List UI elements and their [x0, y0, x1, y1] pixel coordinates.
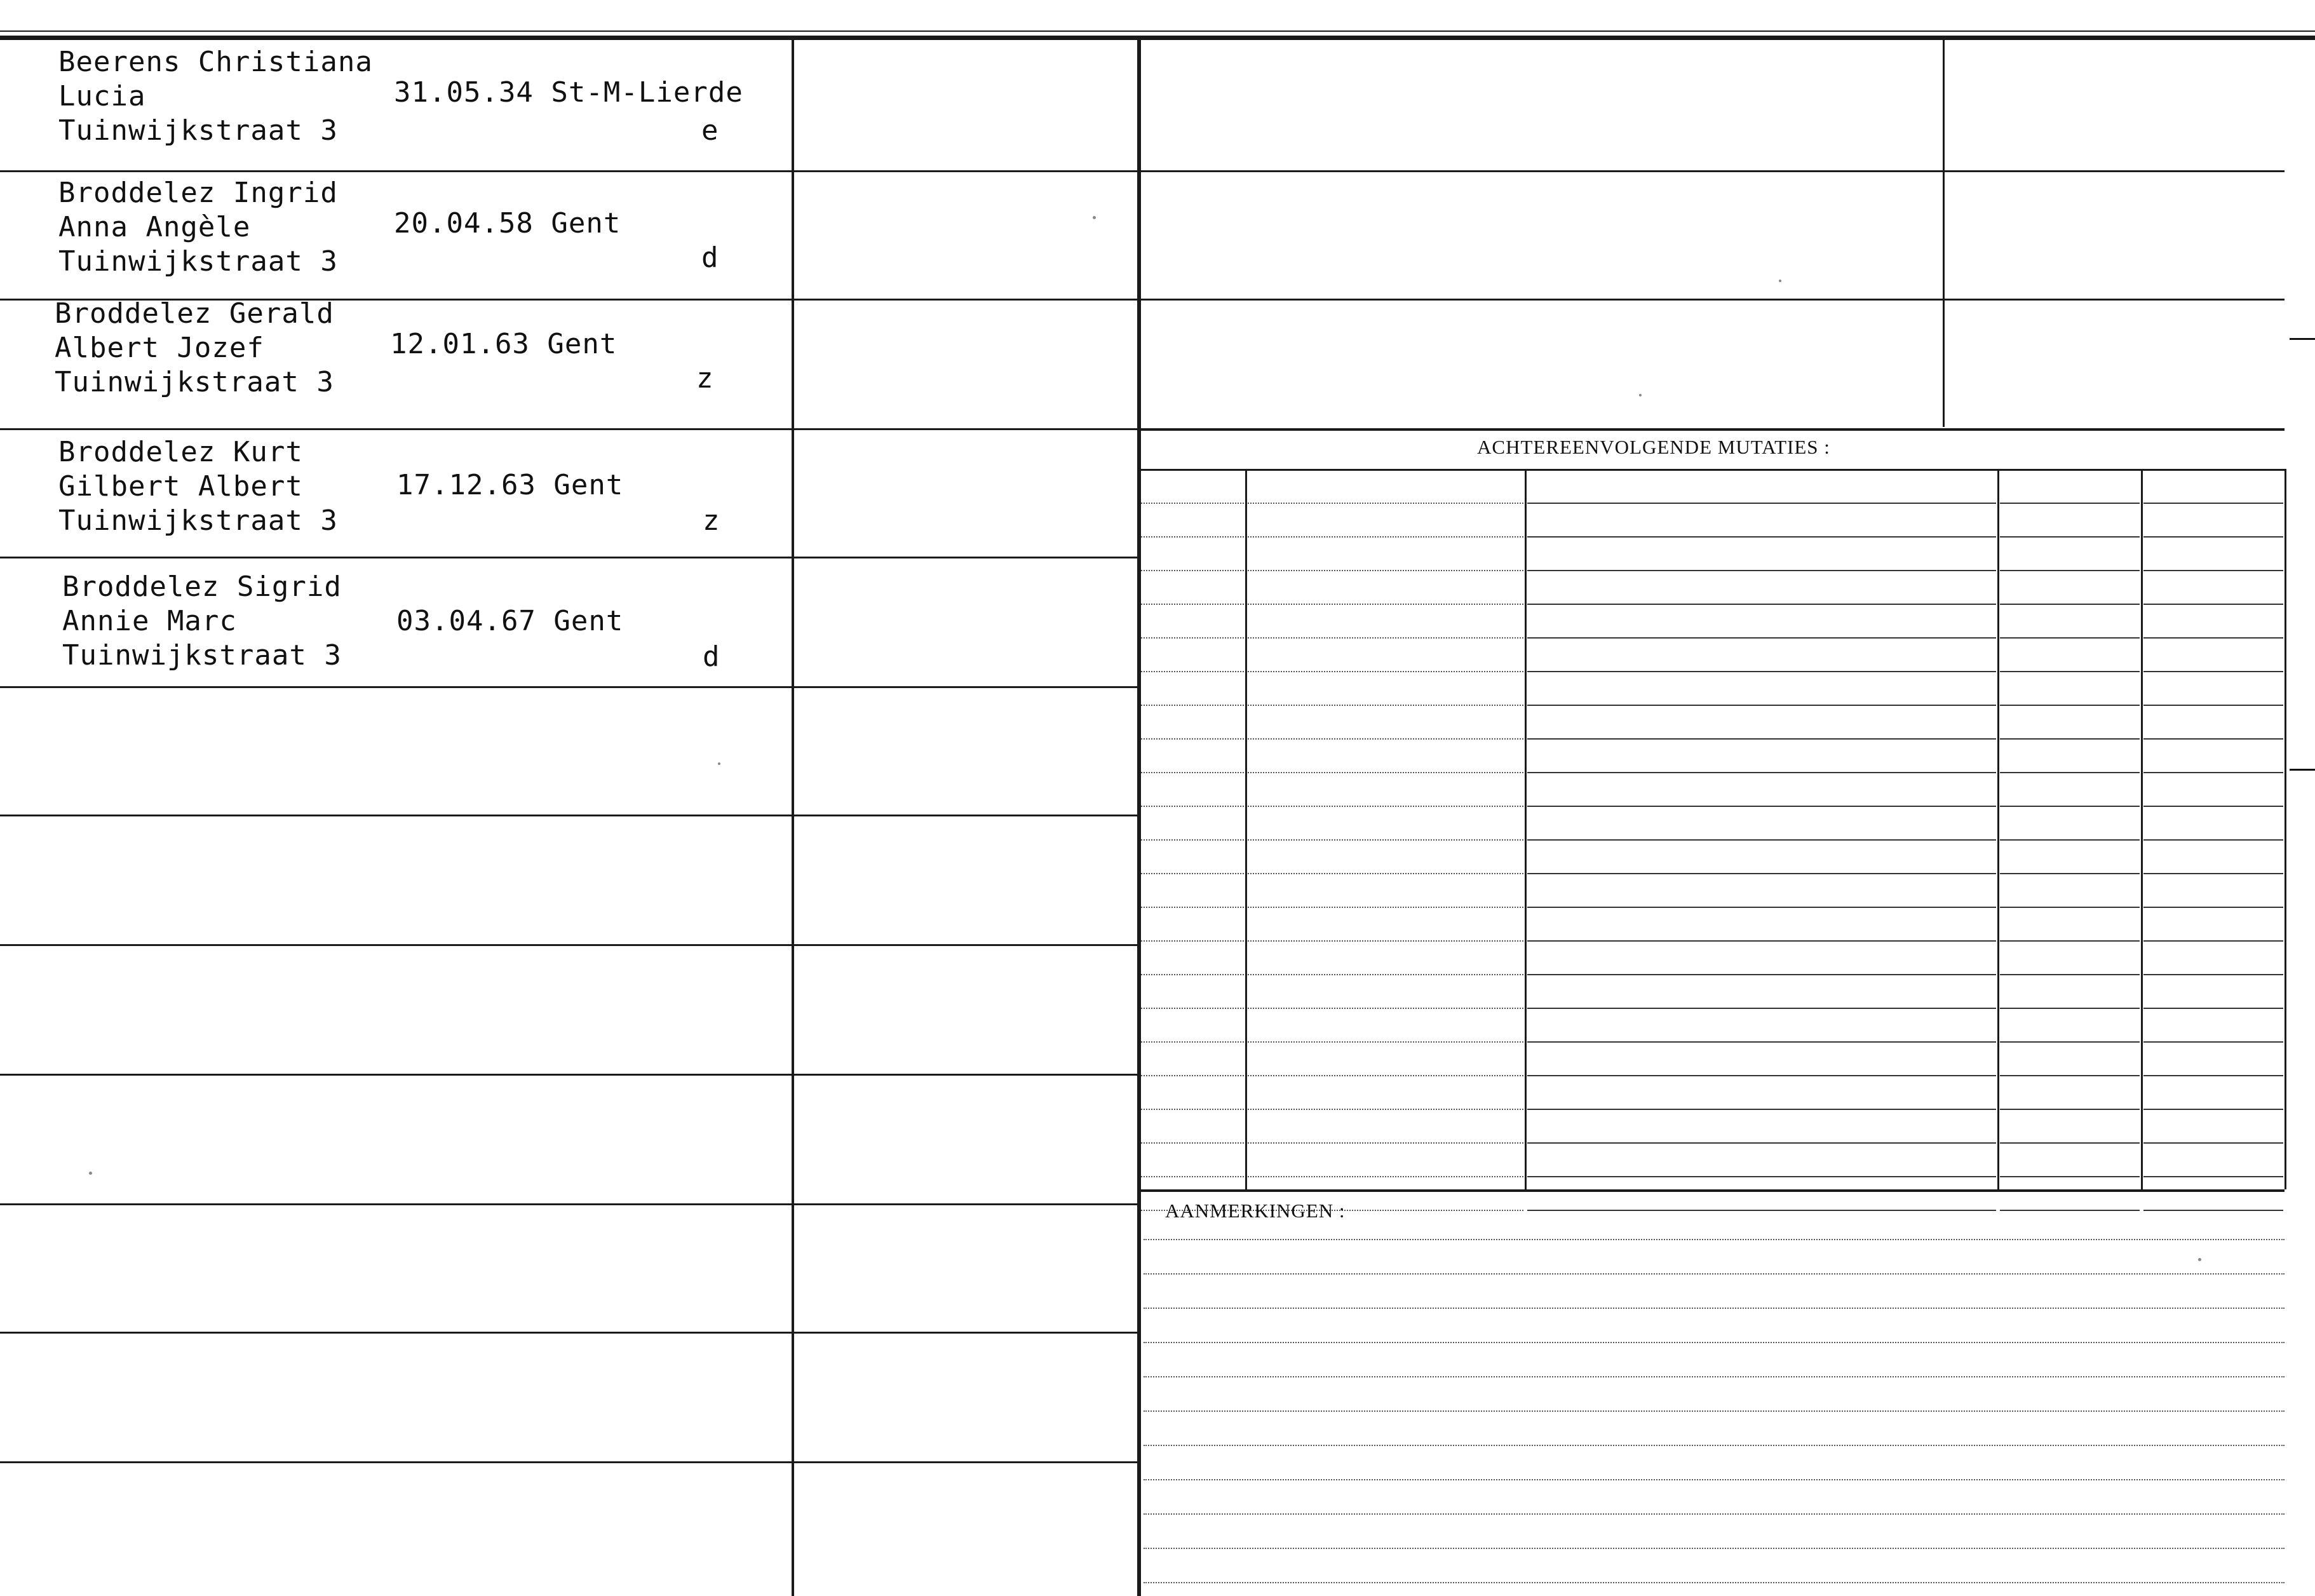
mutation-rule: [2143, 1142, 2283, 1144]
mutations-col-3: [1997, 469, 1999, 1189]
mutation-rule: [1527, 503, 1996, 504]
mutation-rule: [1141, 772, 1244, 773]
mutations-right-edge: [2285, 469, 2286, 1189]
mutation-rule: [2000, 873, 2140, 874]
remarks-heading: AANMERKINGEN :: [1165, 1200, 1346, 1222]
remark-rule: [1144, 1273, 2285, 1275]
remark-rule: [1144, 1239, 2285, 1240]
mutation-rule: [1248, 1176, 1523, 1177]
remark-rule: [1144, 1410, 2285, 1412]
remark-rule: [1144, 1479, 2285, 1480]
mutation-rule: [2143, 503, 2283, 504]
scan-speck: [1779, 280, 1781, 282]
mutation-rule: [2000, 637, 2140, 639]
person-address: Tuinwijkstraat 3: [58, 245, 338, 278]
section-divider: [1137, 38, 1141, 1596]
row-line-1: [0, 170, 1138, 172]
mutation-rule: [2143, 1041, 2283, 1043]
scan-speck: [1093, 216, 1096, 219]
mutation-rule: [1141, 536, 1244, 538]
mutation-rule: [1248, 974, 1523, 975]
mutation-rule: [1141, 1176, 1244, 1177]
row-line-10: [0, 1332, 1138, 1334]
mutation-rule: [1527, 1041, 1996, 1043]
mutation-rule: [1248, 1142, 1523, 1144]
mutation-rule: [1141, 1041, 1244, 1043]
person-name: Broddelez Sigrid: [62, 571, 342, 603]
mutation-rule: [1141, 1008, 1244, 1009]
mutation-rule: [1141, 1142, 1244, 1144]
mutation-rule: [1527, 1210, 1996, 1211]
mutation-rule: [2000, 974, 2140, 975]
mutation-rule: [1141, 570, 1244, 571]
mutation-rule: [1141, 503, 1244, 504]
person-name: Beerens Christiana: [58, 46, 373, 78]
mutation-rule: [2143, 738, 2283, 740]
person-address: Tuinwijkstraat 3: [55, 366, 334, 398]
mutation-rule: [1527, 873, 1996, 874]
left-column-divider: [792, 38, 794, 1596]
mutation-rule: [1527, 637, 1996, 639]
mutation-rule: [1527, 536, 1996, 538]
mutation-rule: [2000, 1142, 2140, 1144]
mutation-rule: [2000, 940, 2140, 942]
mutations-header-line: [1140, 469, 2285, 471]
right-row-line-2: [1140, 299, 2285, 301]
person-name: Broddelez Kurt: [58, 436, 303, 468]
mutation-rule: [1248, 806, 1523, 807]
mutation-rule: [2143, 604, 2283, 605]
mutation-rule: [1527, 705, 1996, 706]
mutation-rule: [2143, 1210, 2283, 1211]
mutation-rule: [1248, 1008, 1523, 1009]
mutation-rule: [2143, 671, 2283, 672]
mutation-rule: [2000, 1008, 2140, 1009]
person-name: Broddelez Gerald: [55, 297, 334, 330]
mutation-rule: [1527, 1008, 1996, 1009]
mutation-rule: [2143, 907, 2283, 908]
person-code: d: [701, 241, 719, 274]
mutation-rule: [2143, 772, 2283, 773]
edge-mark-2: [2290, 769, 2315, 771]
mutation-rule: [1527, 839, 1996, 841]
mutation-rule: [1141, 873, 1244, 874]
mutation-rule: [1527, 907, 1996, 908]
right-row-line-1: [1140, 170, 2285, 172]
mutation-rule: [2143, 570, 2283, 571]
mutation-rule: [1527, 1075, 1996, 1076]
mutation-rule: [1248, 705, 1523, 706]
person-name: Broddelez Ingrid: [58, 177, 338, 209]
mutation-rule: [1141, 604, 1244, 605]
mutation-rule: [1141, 637, 1244, 639]
top-border-thin: [0, 30, 2315, 32]
person-code: z: [696, 362, 714, 395]
mutation-rule: [2143, 536, 2283, 538]
mutation-rule: [1527, 1176, 1996, 1177]
mutation-rule: [1248, 604, 1523, 605]
scan-speck: [1639, 394, 1642, 396]
mutation-rule: [2000, 671, 2140, 672]
person-given-names: Anna Angèle: [58, 211, 251, 243]
mutation-rule: [2000, 907, 2140, 908]
mutation-rule: [1141, 1075, 1244, 1076]
mutation-rule: [2000, 839, 2140, 841]
person-given-names: Annie Marc: [62, 605, 237, 637]
mutation-rule: [2000, 1075, 2140, 1076]
mutation-rule: [2000, 1041, 2140, 1043]
person-code: d: [703, 640, 720, 673]
mutations-col-2: [1525, 469, 1527, 1189]
mutation-rule: [2143, 1008, 2283, 1009]
mutation-rule: [2143, 974, 2283, 975]
mutations-heading: ACHTEREENVOLGENDE MUTATIES :: [1477, 436, 1830, 458]
row-line-4: [0, 557, 1138, 558]
person-birth: 20.04.58 Gent: [394, 207, 621, 240]
person-code: z: [703, 504, 720, 537]
remark-rule: [1144, 1548, 2285, 1549]
mutation-rule: [2143, 873, 2283, 874]
row-line-7: [0, 944, 1138, 946]
scan-speck: [2198, 1258, 2201, 1261]
mutation-rule: [1248, 1041, 1523, 1043]
mutations-col-1: [1245, 469, 1247, 1189]
mutation-rule: [2000, 503, 2140, 504]
mutation-rule: [2000, 536, 2140, 538]
row-line-6: [0, 815, 1138, 816]
mutation-rule: [1527, 974, 1996, 975]
remark-rule: [1144, 1308, 2285, 1309]
mutation-rule: [1248, 637, 1523, 639]
remark-rule: [1144, 1342, 2285, 1343]
mutation-rule: [1141, 806, 1244, 807]
mutation-rule: [1527, 1142, 1996, 1144]
mutation-rule: [1248, 570, 1523, 571]
row-line-5: [0, 686, 1138, 688]
mutation-rule: [1527, 940, 1996, 942]
mutation-rule: [1527, 604, 1996, 605]
mutation-rule: [1527, 671, 1996, 672]
mutation-rule: [1527, 570, 1996, 571]
mutation-rule: [1527, 772, 1996, 773]
mutation-rule: [1141, 907, 1244, 908]
row-line-8: [0, 1074, 1138, 1076]
mutation-rule: [1141, 738, 1244, 740]
mutation-rule: [2000, 570, 2140, 571]
mutation-rule: [1141, 974, 1244, 975]
mutation-rule: [2143, 839, 2283, 841]
person-birth: 12.01.63 Gent: [390, 328, 618, 360]
person-given-names: Albert Jozef: [55, 332, 264, 364]
mutation-rule: [1248, 1109, 1523, 1110]
mutation-rule: [2000, 738, 2140, 740]
person-given-names: Gilbert Albert: [58, 470, 303, 503]
mutation-rule: [2143, 637, 2283, 639]
mutation-rule: [1248, 503, 1523, 504]
mutation-rule: [1248, 940, 1523, 942]
mutation-rule: [1141, 1109, 1244, 1110]
mutation-rule: [1527, 806, 1996, 807]
mutation-rule: [1248, 839, 1523, 841]
mutation-rule: [1248, 772, 1523, 773]
person-given-names: Lucia: [58, 80, 146, 112]
mutation-rule: [2000, 705, 2140, 706]
mutation-rule: [1141, 839, 1244, 841]
mutations-col-4: [2141, 469, 2143, 1189]
scan-speck: [89, 1172, 92, 1175]
mutation-rule: [1248, 671, 1523, 672]
mutation-rule: [1141, 940, 1244, 942]
mutation-rule: [2000, 772, 2140, 773]
row-line-9: [0, 1203, 1138, 1205]
mutation-rule: [1248, 738, 1523, 740]
remark-rule: [1144, 1445, 2285, 1446]
mutation-rule: [1527, 738, 1996, 740]
mutations-top-line: [1140, 428, 2285, 431]
mutation-rule: [1248, 873, 1523, 874]
row-line-3: [0, 428, 1138, 430]
row-line-11: [0, 1461, 1138, 1463]
mutation-rule: [2143, 1176, 2283, 1177]
mutation-rule: [1248, 536, 1523, 538]
person-address: Tuinwijkstraat 3: [62, 639, 342, 672]
person-birth: 17.12.63 Gent: [396, 469, 624, 501]
mutation-rule: [2000, 806, 2140, 807]
top-border: [0, 36, 2315, 40]
mutation-rule: [1141, 705, 1244, 706]
mutation-rule: [1527, 1109, 1996, 1110]
mutation-rule: [2143, 705, 2283, 706]
person-code: e: [701, 114, 719, 147]
person-birth: 31.05.34 St-M-Lierde: [394, 76, 743, 109]
mutation-rule: [1141, 671, 1244, 672]
person-birth: 03.04.67 Gent: [396, 605, 624, 637]
mutation-rule: [2000, 1109, 2140, 1110]
mutations-bottom-line: [1140, 1189, 2285, 1192]
mutation-rule: [2143, 1075, 2283, 1076]
mutation-rule: [1248, 1075, 1523, 1076]
right-top-divider: [1943, 38, 1945, 427]
mutation-rule: [2000, 604, 2140, 605]
mutation-rule: [2000, 1176, 2140, 1177]
remark-rule: [1144, 1376, 2285, 1377]
person-address: Tuinwijkstraat 3: [58, 504, 338, 537]
person-address: Tuinwijkstraat 3: [58, 114, 338, 147]
mutation-rule: [1248, 907, 1523, 908]
mutation-rule: [2143, 1109, 2283, 1110]
remark-rule: [1144, 1513, 2285, 1515]
remark-rule: [1144, 1582, 2285, 1583]
mutation-rule: [2143, 806, 2283, 807]
scan-speck: [718, 762, 720, 765]
mutation-rule: [2000, 1210, 2140, 1211]
mutation-rule: [2143, 940, 2283, 942]
edge-mark-1: [2290, 338, 2315, 340]
